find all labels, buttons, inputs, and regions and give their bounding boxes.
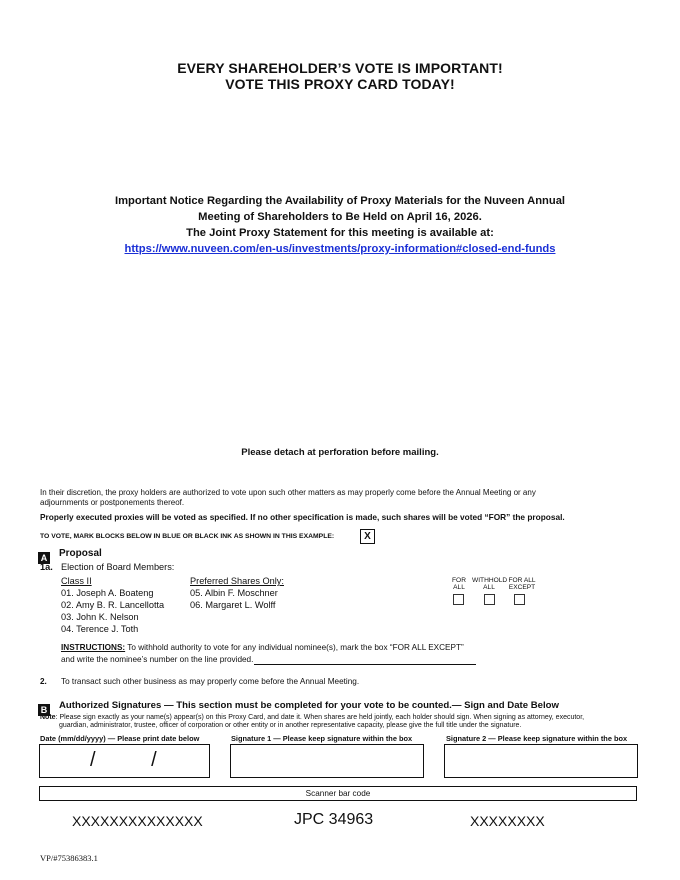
item-2-text: To transact such other business as may properly come before the Annual Meeting. <box>61 677 360 686</box>
footer-code-left: XXXXXXXXXXXXXX <box>72 813 203 829</box>
item-2-number: 2. <box>40 677 47 686</box>
class-nominee: 01. Joseph A. Boateng <box>61 588 154 598</box>
for-all-except-label-2: EXCEPT <box>508 584 536 592</box>
footer-code-right: XXXXXXXX <box>470 813 545 829</box>
for-all-label: FOR <box>452 577 466 584</box>
to-vote-label: TO VOTE, MARK BLOCKS BELOW IN BLUE OR BLACK INK AS SHOWN IN THIS EXAMPLE: <box>40 533 335 540</box>
instructions-line2: and write the nominee’s number on the line provided. <box>61 655 254 664</box>
notice-line2: Meeting of Shareholders to Be Held on April 16, 2026. <box>198 211 482 223</box>
detach-notice: Please detach at perforation before mailing. <box>241 447 439 458</box>
document-id: VP/#75386383.1 <box>40 853 98 863</box>
class-nominee: 04. Terence J. Toth <box>61 624 139 634</box>
header-line2: VOTE THIS PROXY CARD TODAY! <box>225 76 455 92</box>
signature-2-label: Signature 2 — Please keep signature within the box <box>446 734 628 743</box>
signature-1-label: Signature 1 — Please keep signature within the box <box>231 734 413 743</box>
footer-code-center: JPC 34963 <box>294 811 374 828</box>
class-nominee: 03. John K. Nelson <box>61 612 139 622</box>
nominee-number-line[interactable] <box>254 664 476 665</box>
section-a-title: Proposal <box>59 548 102 559</box>
for-all-except-label: FOR ALL <box>508 577 536 584</box>
section-a-marker: A <box>38 552 50 564</box>
date-slashes: / / <box>90 749 157 771</box>
proxy-materials-link[interactable]: https://www.nuveen.com/en-us/investments/proxy-information#closed-end-funds <box>124 243 556 255</box>
discretion-line2: adjournments or postponements thereof. <box>40 498 185 507</box>
header-line1: EVERY SHAREHOLDER’S VOTE IS IMPORTANT! <box>177 60 503 76</box>
section-b-title: Authorized Signatures — This section must be completed for your vote to be counted.— Sign and Date Below <box>59 700 559 711</box>
class-ii-header: Class II <box>61 576 92 586</box>
date-label: Date (mm/dd/yyyy) — Please print date below <box>40 734 200 743</box>
for-all-label-2: ALL <box>453 584 465 592</box>
class-nominee: 02. Amy B. R. Lancellotta <box>61 600 165 610</box>
note-line2: guardian, administrator, trustee, officer of corporation or other entity or in another representative capacity, please give the full title under the signature. <box>59 722 522 729</box>
preferred-nominee: 05. Albin F. Moschner <box>190 588 278 598</box>
preferred-nominee: 06. Margaret L. Wolff <box>190 600 276 610</box>
for-all-checkbox[interactable] <box>453 594 464 605</box>
notice-line1: Important Notice Regarding the Availability of Proxy Materials for the Nuveen Annual <box>114 195 566 207</box>
for-all-except-checkbox[interactable] <box>514 594 525 605</box>
instructions-text: To withhold authority to vote for any individual nominee(s), mark the box “FOR ALL EXCEPT” <box>125 643 464 652</box>
withhold-all-label: WITHHOLD <box>472 577 508 584</box>
example-mark-box: X <box>360 529 375 544</box>
instructions-label: INSTRUCTIONS: <box>61 643 126 652</box>
item-1a-label: Election of Board Members: <box>61 562 175 572</box>
scanner-bar-code-box: Scanner bar code <box>39 786 637 801</box>
signature-1-box[interactable] <box>230 744 424 778</box>
notice-line3: The Joint Proxy Statement for this meeting is available at: <box>186 227 494 239</box>
preferred-shares-header: Preferred Shares Only: <box>190 576 284 586</box>
executed-notice: Properly executed proxies will be voted as specified. If no other specification is made, such shares will be voted “FOR” the proposal. <box>40 512 565 522</box>
discretion-line1: In their discretion, the proxy holders are authorized to vote upon such other matters as may properly come before the Annual Meeting or any <box>40 488 536 497</box>
withhold-all-checkbox[interactable] <box>484 594 495 605</box>
item-1a-number: 1a. <box>40 562 53 572</box>
section-b-marker: B <box>38 704 50 716</box>
note-label: Note <box>40 714 56 721</box>
signature-2-box[interactable] <box>444 744 638 778</box>
withhold-all-label-2: ALL <box>483 584 495 592</box>
note-text: : Please sign exactly as your name(s) appear(s) on this Proxy Card, and date it. When shares are held jointly, each holder should sign. When signing as attorney, executor, <box>55 714 585 721</box>
date-input-box[interactable] <box>39 744 210 778</box>
